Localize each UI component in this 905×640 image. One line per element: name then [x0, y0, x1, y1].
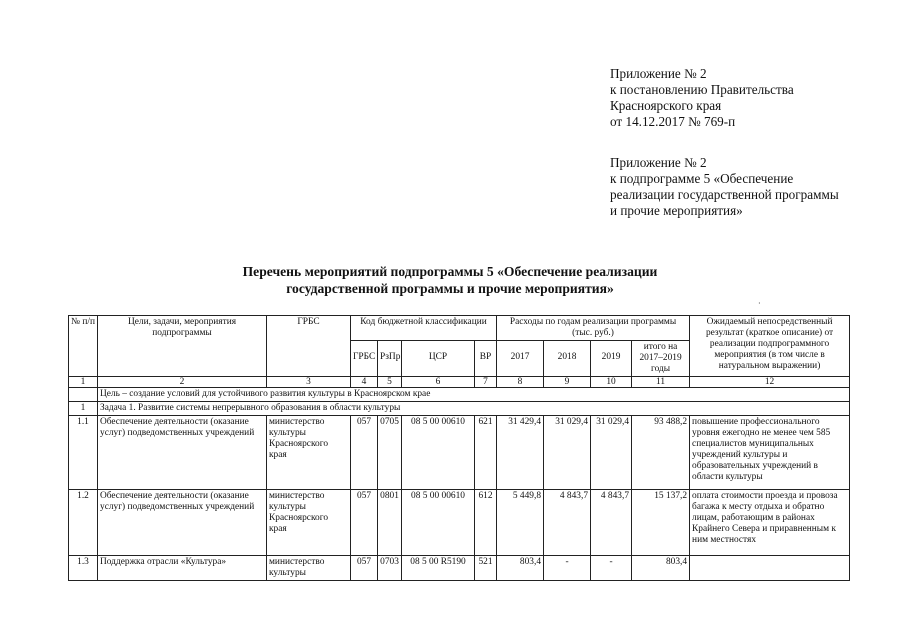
header-2018: 2018	[544, 341, 591, 377]
row-rzpr: 0801	[378, 490, 402, 556]
row-2018: -	[544, 556, 591, 581]
appendix-decree-block	[610, 66, 794, 130]
row-2018: 31 029,4	[544, 416, 591, 490]
header-2017: 2017	[497, 341, 544, 377]
header-csr: ЦСР	[402, 341, 475, 377]
row-name: Поддержка отрасли «Культура»	[98, 556, 267, 581]
goal-no-cell	[69, 388, 98, 402]
row-2019: 31 029,4	[591, 416, 632, 490]
header-expenses: Расходы по годам реализации программы (тыс. руб.)	[497, 316, 690, 341]
appendix-line: к подпрограмме 5 «Обеспечение	[610, 171, 794, 186]
table-row	[69, 416, 850, 490]
row-result: оплата стоимости проезда и провоза багажа к месту отдыха и обратно лицам, работающим в районах Крайнего Севера и приравненным к ним местностях	[690, 490, 850, 556]
row-rzpr: 0705	[378, 416, 402, 490]
row-grbs-name: министерство культуры Красноярского края	[267, 416, 351, 490]
header-no: № п/п	[69, 316, 98, 377]
row-vr: 521	[475, 556, 497, 581]
row-rzpr: 0703	[378, 556, 402, 581]
task-no: 1	[69, 402, 98, 416]
table-row	[69, 490, 850, 556]
row-2019: 4 843,7	[591, 490, 632, 556]
appendix-line: к постановлению Правительства	[610, 82, 794, 97]
row-grbs-name: министерство культуры Красноярского края	[267, 490, 351, 556]
row-grbs-name: министерство культуры	[267, 556, 351, 581]
task-text: Задача 1. Развитие системы непрерывного образования в области культуры	[98, 402, 850, 416]
column-number: 9	[544, 377, 591, 388]
row-2018: 4 843,7	[544, 490, 591, 556]
row-csr: 08 5 00 00610	[402, 416, 475, 490]
scan-mark: ·	[758, 299, 761, 308]
goal-row	[69, 388, 850, 402]
column-number: 6	[402, 377, 475, 388]
column-number: 4	[351, 377, 378, 388]
document-title	[150, 263, 750, 297]
column-number: 11	[632, 377, 690, 388]
row-result	[690, 556, 850, 581]
row-csr: 08 5 00 00610	[402, 490, 475, 556]
header-result: Ожидаемый непосредственный результат (краткое описание) от реализации подпрограммного мероприятия (в том числе в натуральном выражении)	[690, 316, 850, 377]
appendix-line: Красноярского края	[610, 98, 722, 113]
column-number: 10	[591, 377, 632, 388]
row-csr: 08 5 00 R5190	[402, 556, 475, 581]
appendix-line: Приложение № 2	[610, 66, 707, 81]
column-number: 3	[267, 377, 351, 388]
row-2017: 5 449,8	[497, 490, 544, 556]
row-total: 15 137,2	[632, 490, 690, 556]
row-total: 803,4	[632, 556, 690, 581]
header-row	[69, 316, 850, 341]
row-name: Обеспечение деятельности (оказание услуг) подведомственных учреждений	[98, 490, 267, 556]
header-goals: Цели, задачи, мероприятия подпрограммы	[98, 316, 267, 377]
row-no: 1.1	[69, 416, 98, 490]
activities-table	[68, 315, 850, 581]
row-grbs: 057	[351, 556, 378, 581]
appendix-line: от 14.12.2017 № 769-п	[610, 114, 736, 129]
column-number: 1	[69, 377, 98, 388]
row-no: 1.2	[69, 490, 98, 556]
column-number: 7	[475, 377, 497, 388]
appendix-subprogram-block	[610, 155, 839, 219]
table-row	[69, 556, 850, 581]
header-rzpr: РзПр	[378, 341, 402, 377]
header-budget-code: Код бюджетной классификации	[351, 316, 497, 341]
task-row	[69, 402, 850, 416]
row-2019: -	[591, 556, 632, 581]
column-number: 2	[98, 377, 267, 388]
header-grbs: ГРБС	[267, 316, 351, 377]
row-grbs: 057	[351, 416, 378, 490]
row-name: Обеспечение деятельности (оказание услуг) подведомственных учреждений	[98, 416, 267, 490]
appendix-line: Приложение № 2	[610, 155, 707, 170]
column-number-row	[69, 377, 850, 388]
header-2019: 2019	[591, 341, 632, 377]
column-number: 8	[497, 377, 544, 388]
header-total: итого на 2017–2019 годы	[632, 341, 690, 377]
appendix-line: и прочие мероприятия»	[610, 203, 743, 218]
title-line: государственной программы и прочие мероприятия»	[286, 281, 614, 296]
column-number: 12	[690, 377, 850, 388]
title-line: Перечень мероприятий подпрограммы 5 «Обеспечение реализации	[242, 264, 658, 279]
column-number: 5	[378, 377, 402, 388]
row-2017: 31 429,4	[497, 416, 544, 490]
goal-text: Цель – создание условий для устойчивого развития культуры в Красноярском крае	[98, 388, 850, 402]
row-no: 1.3	[69, 556, 98, 581]
row-total: 93 488,2	[632, 416, 690, 490]
header-vr: ВР	[475, 341, 497, 377]
row-result: повышение профессионального уровня ежегодно не менее чем 585 специалистов муниципальных учреждений культуры и образовательных учреждений в области культуры	[690, 416, 850, 490]
header-grbs-short: ГРБС	[351, 341, 378, 377]
row-grbs: 057	[351, 490, 378, 556]
row-vr: 612	[475, 490, 497, 556]
row-vr: 621	[475, 416, 497, 490]
appendix-line: реализации государственной программы	[610, 187, 839, 202]
row-2017: 803,4	[497, 556, 544, 581]
